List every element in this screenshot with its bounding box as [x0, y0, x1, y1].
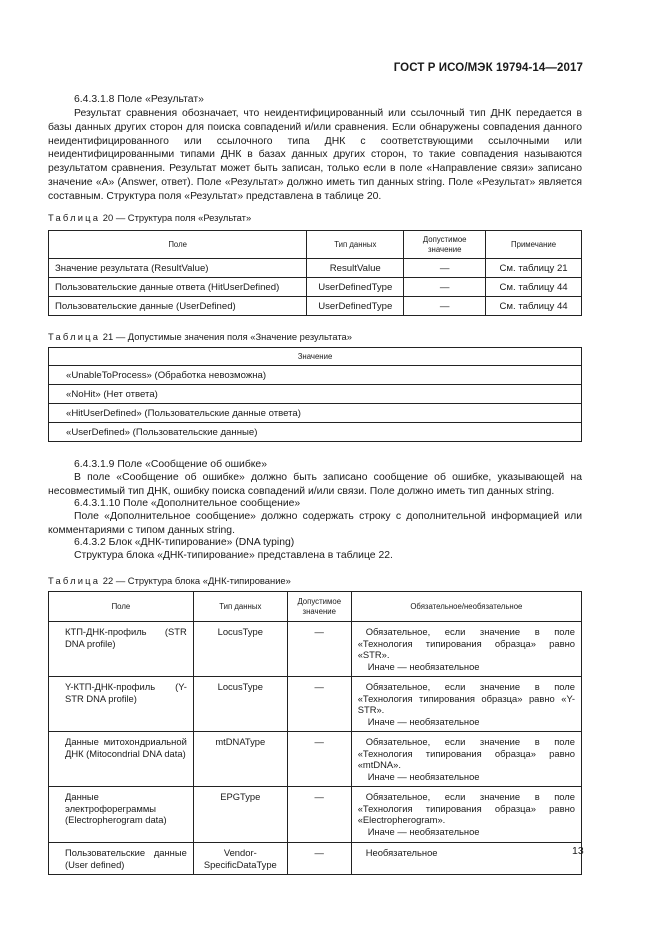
table-cell: См. таблицу 44	[486, 297, 582, 316]
section-body-result: Результат сравнения обозначает, что неидентифицированный или ссылочный тип ДНК передается в базы данных других сторон для поиска совпадений и/или сравнения. Если обнаружены совпадения данного неидентифицированного или ссылочного типа ДНК с соответствующими ссылочными или неидентифицированными типами ДНК в базах данных других сторон, то такие совпадения называются результатом сравнения. Результат может быть записан, только если в поле «Направление связи» записано значение «A» (Answer, ответ). Поле «Результат» должно иметь тип данных string. Поле «Результат» является составным. Структура поля «Результат» представлена в таблице 20.	[48, 108, 582, 202]
table-cell: —	[404, 259, 486, 278]
table-cell: —	[287, 622, 351, 677]
table-cell: Значение результата (ResultValue)	[49, 259, 307, 278]
table-header-cell: Тип данных	[307, 231, 404, 259]
table-cell: «UserDefined» (Пользовательские данные)	[49, 423, 582, 442]
section-body-error: В поле «Сообщение об ошибке» должно быть записано сообщение об ошибке, указывающей на несовместимый тип ДНК, ошибку поиска совпадений и/или связи. Поле должно иметь тип данных string.	[48, 472, 582, 497]
table-cell: Пользовательские данные (UserDefined)	[49, 297, 307, 316]
table-20	[48, 230, 582, 316]
document-header: ГОСТ Р ИСО/МЭК 19794-14—2017	[393, 62, 583, 74]
table-row	[49, 278, 582, 297]
section-heading-result: 6.4.3.1.8 Поле «Результат»	[74, 94, 204, 105]
section-body-dna: Структура блока «ДНК-типирование» представлена в таблице 22.	[74, 550, 393, 561]
requirement-text: Обязательное, если значение в поле «Технология типирования образца» равно «Y-STR».	[357, 681, 575, 715]
table-row	[49, 297, 582, 316]
table-row	[49, 622, 582, 677]
table-row	[49, 732, 582, 787]
section-heading-extra: 6.4.3.1.10 Поле «Дополнительное сообщение»	[74, 498, 301, 509]
requirement-else: Иначе — необязательное	[367, 770, 480, 782]
table-row	[49, 385, 582, 404]
table-22	[48, 591, 582, 875]
table-cell: См. таблицу 44	[486, 278, 582, 297]
page-number: 13	[572, 845, 584, 857]
table-cell: ResultValue	[307, 259, 404, 278]
caption-text: 21 — Допустимые значения поля «Значение результата»	[102, 331, 352, 342]
table-cell: —	[287, 787, 351, 843]
requirement-text: Необязательное	[365, 847, 438, 858]
table-cell: UserDefinedType	[307, 278, 404, 297]
table-row	[49, 423, 582, 442]
table-cell: Данные митохондриальной ДНК (Mitocondrial DNA data)	[49, 732, 194, 787]
table-row	[49, 677, 582, 732]
table-cell: —	[287, 677, 351, 732]
table-cell: Пользовательские данные (User defined)	[49, 843, 194, 875]
table-cell: —	[287, 732, 351, 787]
caption-text: 20 — Структура поля «Результат»	[102, 212, 252, 223]
table-row	[49, 366, 582, 385]
table-cell: «NoHit» (Нет ответа)	[49, 385, 582, 404]
caption-prefix: Таблица	[48, 212, 101, 223]
table-row	[49, 787, 582, 843]
table-row	[49, 843, 582, 875]
table-cell	[351, 843, 581, 875]
requirement-else: Иначе — необязательное	[367, 825, 480, 837]
table-cell: EPGType	[193, 787, 287, 843]
table-row	[49, 259, 582, 278]
caption-prefix: Таблица	[48, 575, 101, 586]
table-row	[49, 404, 582, 423]
requirement-else: Иначе — необязательное	[367, 715, 480, 727]
table-header-cell: Поле	[49, 592, 194, 622]
table-header-cell: Обязательное/необязательное	[351, 592, 581, 622]
table-header-cell: Допустимое значение	[287, 592, 351, 622]
requirement-text: Обязательное, если значение в поле «Технология типирования образца» равно «mtDNA».	[357, 736, 575, 770]
table-cell: Данные электрофореграммы (Electropherogram data)	[49, 787, 194, 843]
table-20-caption	[48, 212, 251, 223]
table-cell	[351, 677, 581, 732]
table-21-caption	[48, 331, 352, 342]
table-cell: Vendor-SpecificDataType	[193, 843, 287, 875]
table-cell: —	[287, 843, 351, 875]
table-cell: «UnableToProcess» (Обработка невозможна)	[49, 366, 582, 385]
table-header-cell: Тип данных	[193, 592, 287, 622]
table-header-cell: Примечание	[486, 231, 582, 259]
table-cell: LocusType	[193, 622, 287, 677]
table-cell	[351, 732, 581, 787]
requirement-else: Иначе — необязательное	[367, 660, 480, 672]
table-cell: LocusType	[193, 677, 287, 732]
table-cell: «HitUserDefined» (Пользовательские данные ответа)	[49, 404, 582, 423]
table-cell: —	[404, 297, 486, 316]
table-cell: UserDefinedType	[307, 297, 404, 316]
table-cell: mtDNAType	[193, 732, 287, 787]
table-header-cell: Поле	[49, 231, 307, 259]
table-cell: —	[404, 278, 486, 297]
table-cell	[351, 787, 581, 843]
table-cell: См. таблицу 21	[486, 259, 582, 278]
table-cell: КТП-ДНК-профиль (STR DNA profile)	[49, 622, 194, 677]
table-cell: Пользовательские данные ответа (HitUserDefined)	[49, 278, 307, 297]
section-body-extra: Поле «Дополнительное сообщение» должно содержать строку с дополнительной информацией или комментариями с типом данных string.	[48, 511, 582, 536]
table-header-cell: Значение	[49, 348, 582, 366]
table-header-cell: Допустимое значение	[404, 231, 486, 259]
requirement-text: Обязательное, если значение в поле «Технология типирования образца» равно «STR».	[357, 626, 575, 660]
caption-prefix: Таблица	[48, 331, 101, 342]
table-22-caption	[48, 575, 291, 586]
table-cell: Y-КТП-ДНК-профиль (Y-STR DNA profile)	[49, 677, 194, 732]
table-cell	[351, 622, 581, 677]
section-heading-dna: 6.4.3.2 Блок «ДНК-типирование» (DNA typing)	[74, 537, 295, 548]
requirement-text: Обязательное, если значение в поле «Технология типирования образца» равно «Electropherogram».	[357, 791, 575, 825]
table-21	[48, 347, 582, 442]
section-heading-error: 6.4.3.1.9 Поле «Сообщение об ошибке»	[74, 459, 267, 470]
caption-text: 22 — Структура блока «ДНК-типирование»	[102, 575, 291, 586]
